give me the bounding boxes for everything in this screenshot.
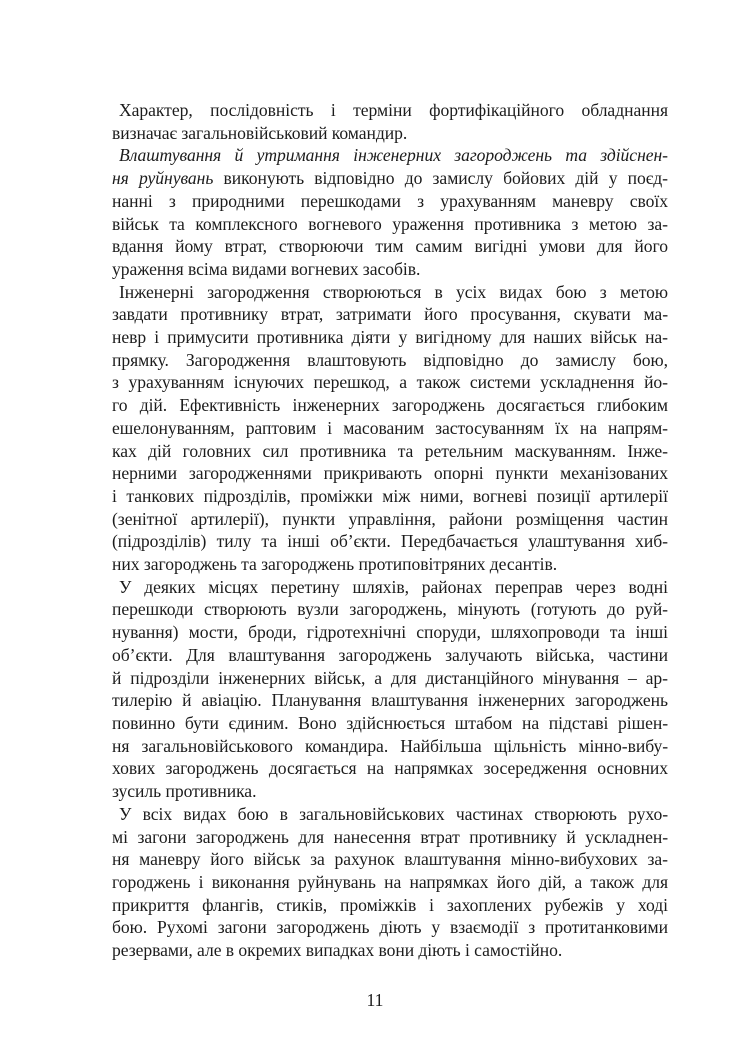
line-text: з урахуванням існуючих перешкод, а також системи ускладнення йо-: [112, 372, 668, 393]
line-text: ешелонуванням, раптовим і масованим застосуванням їх на напрям-: [112, 417, 668, 438]
line-text: військ та комплексного вогневого ураження противника з метою за-: [112, 213, 668, 234]
text-line: [112, 440, 668, 463]
italic-emphasis: Влаштування й утримання інженерних загороджень та здійснен-: [119, 145, 668, 166]
paragraph: [112, 99, 668, 144]
line-text: ня загальновійськового командира. Найбільша щільність мінно-вибу-: [112, 735, 668, 756]
text-line: [112, 644, 668, 667]
text-line: [112, 99, 668, 122]
line-text: них загороджень та загороджень протиповітряних десантів.: [112, 554, 558, 575]
text-line: [112, 462, 668, 485]
page-number: 11: [366, 990, 384, 1010]
line-text: мі загони загороджень для нанесення втрат противнику й ускладнен-: [112, 826, 668, 847]
text-line: [112, 598, 668, 621]
line-text: У всіх видах бою в загальновійськових частинах створюють рухо-: [119, 803, 668, 824]
line-text: хових загороджень досягається на напрямках зосередження основних: [112, 758, 668, 779]
text-line: [112, 122, 668, 145]
line-text: завдати противнику втрат, затримати його просування, скувати ма-: [112, 304, 668, 325]
text-line: [112, 349, 668, 372]
text-line: [112, 417, 668, 440]
line-text: визначає загальновійськовий командир.: [112, 122, 408, 143]
text-line: [112, 871, 668, 894]
text-line: [112, 190, 668, 213]
paragraph: [112, 281, 668, 576]
line-text: резервами, але в окремих випадках вони діють і самостійно.: [112, 940, 563, 961]
italic-emphasis: ня руйнувань: [112, 168, 214, 189]
line-text: й підрозділи інженерних військ, а для дистанційного мінування – ар-: [112, 667, 668, 688]
text-line: [112, 530, 668, 553]
text-line: [112, 485, 668, 508]
text-line: [112, 326, 668, 349]
paragraph: [112, 803, 668, 962]
text-line: [112, 281, 668, 304]
line-text: У деяких місцях перетину шляхів, районах переправ через водні: [119, 576, 668, 597]
line-text: бою. Рухомі загони загороджень діють у взаємодії з протитанковими: [112, 917, 668, 938]
text-line: [112, 553, 668, 576]
text-line: [112, 916, 668, 939]
line-text: виконують відповідно до замислу бойових дій у поєд-: [213, 168, 668, 189]
text-line: [112, 508, 668, 531]
text-line: [112, 803, 668, 826]
line-text: прикриття флангів, стиків, проміжків і захоплених рубежів у ході: [112, 894, 668, 915]
text-line: [112, 689, 668, 712]
line-text: ня маневру його військ за рахунок влаштування мінно-вибухових за-: [112, 849, 668, 870]
text-line: [112, 757, 668, 780]
text-line: [112, 667, 668, 690]
line-text: ураження всіма видами вогневих засобів.: [112, 258, 421, 279]
line-text: прямку. Загородження влаштовують відповідно до замислу бою,: [112, 349, 668, 370]
line-text: нування) мости, броди, гідротехнічні споруди, шляхопроводи та інші: [112, 622, 668, 643]
line-text: городжень і виконання руйнувань на напрямках його дій, а також для: [112, 871, 668, 892]
text-line: [112, 576, 668, 599]
line-text: нанні з природними перешкодами з урахуванням маневру своїх: [112, 190, 668, 211]
line-text: повинно бути єдиним. Воно здійснюється штабом на підставі рішен-: [112, 712, 668, 733]
line-text: нерними загородженнями прикривають опорні пункти механізованих: [112, 463, 668, 484]
line-text: тилерію й авіацію. Планування влаштування інженерних загороджень: [112, 690, 668, 711]
line-text: Характер, послідовність і терміни фортифікаційного обладнання: [119, 100, 668, 120]
line-text: перешкоди створюють вузли загороджень, мінують (готують до руй-: [112, 599, 668, 620]
line-text: невр і примусити противника діяти у вигідному для наших військ на-: [112, 327, 668, 348]
text-line: [112, 735, 668, 758]
text-line: [112, 303, 668, 326]
text-line: [112, 235, 668, 258]
text-line: [112, 394, 668, 417]
line-text: зусиль противника.: [112, 781, 257, 802]
text-line: [112, 621, 668, 644]
text-line: [112, 258, 668, 281]
text-line: [112, 144, 668, 167]
text-line: [112, 780, 668, 803]
body-text: [112, 99, 668, 962]
line-text: вдання йому втрат, створюючи тим самим вигідні умови для його: [112, 236, 668, 257]
text-line: [112, 213, 668, 236]
paragraph: [112, 576, 668, 803]
line-text: (зенітної артилерії), пункти управління, райони розміщення частин: [112, 508, 668, 529]
line-text: ках дій головних сил противника та ретельним маскуванням. Інже-: [112, 440, 668, 461]
text-line: [112, 939, 668, 962]
line-text: об’єкти. Для влаштування загороджень залучають війська, частини: [112, 644, 668, 665]
text-line: [112, 712, 668, 735]
line-text: і танкових підрозділів, проміжки між ними, вогневі позиції артилерії: [112, 485, 668, 506]
paragraph: [112, 144, 668, 280]
text-line: [112, 371, 668, 394]
line-text: го дій. Ефективність інженерних загороджень досягається глибоким: [112, 395, 668, 416]
line-text: (підрозділів) тилу та інші об’єкти. Передбачається улаштування хиб-: [112, 531, 668, 552]
text-line: [112, 894, 668, 917]
text-line: [112, 167, 668, 190]
text-line: [112, 826, 668, 849]
text-line: [112, 848, 668, 871]
line-text: Інженерні загородження створюються в усіх видах бою з метою: [119, 281, 668, 302]
